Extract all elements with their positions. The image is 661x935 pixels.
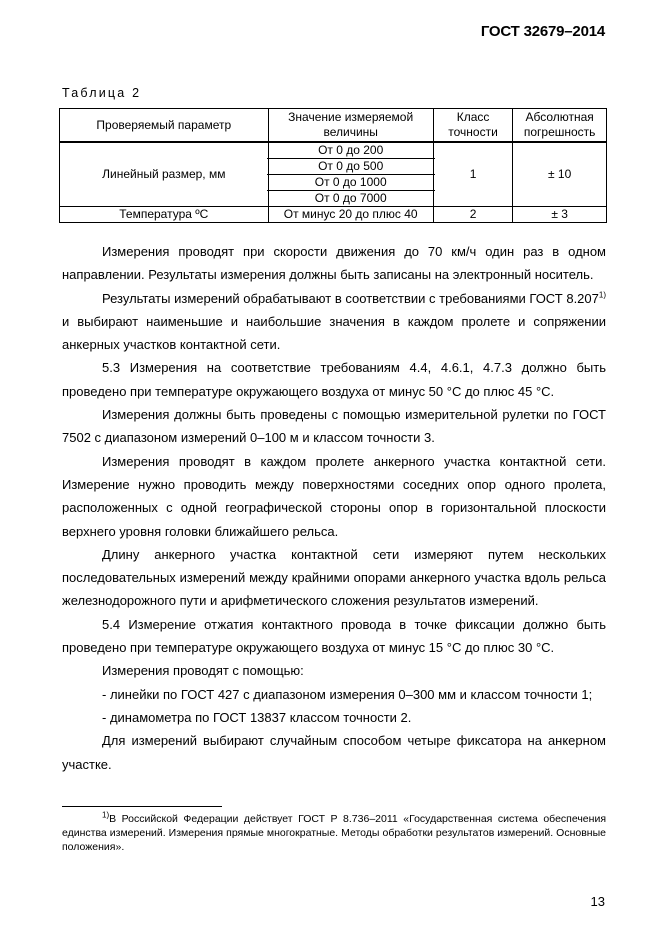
page-number: 13 <box>590 894 605 909</box>
list-item: - линейки по ГОСТ 427 с диапазоном измерения 0–300 мм и классом точности 1; <box>102 686 593 702</box>
table-row <box>60 207 607 223</box>
paragraph: Измерения проводят в каждом пролете анкерного участка контактной сети. Измерение нужно проводить между поверхностями соседних опор одного пролета, расположенных с одной географической стороны опор в горизонтальной плоскости верхнего уровня головки ближайшего рельса. <box>62 453 606 539</box>
header-error: Абсолютная погрешность <box>513 109 607 143</box>
footnote-divider <box>62 806 222 807</box>
body-text <box>62 240 606 776</box>
row2-error: ± 3 <box>513 207 607 223</box>
paragraph: 5.3 Измерения на соответствие требованиям 4.4, 4.6.1, 4.7.3 должно быть проведено при температуре окружающего воздуха от минус 50 °С до плюс 45 °С. <box>62 360 606 399</box>
measurement-table <box>59 108 607 223</box>
row2-range: От минус 20 до плюс 40 <box>268 207 433 223</box>
paragraph: Измерения проводят с помощью: <box>102 663 304 679</box>
header-parameter: Проверяемый параметр <box>60 109 269 143</box>
paragraph: 5.4 Измерение отжатия контактного провода в точке фиксации должно быть проведено при температуре окружающего воздуха от минус 15 °С до плюс 30 °С. <box>62 616 606 656</box>
table-caption: Таблица 2 <box>62 86 142 100</box>
paragraph: Измерения должны быть проведены с помощью измерительной рулетки по ГОСТ 7502 с диапазоном измерений 0–100 м и классом точности 3. <box>62 407 606 446</box>
list-item: - динамометра по ГОСТ 13837 классом точности 2. <box>102 709 412 725</box>
range-list <box>267 143 435 206</box>
row2-class: 2 <box>433 207 513 223</box>
row2-param: Температура ºС <box>60 207 269 223</box>
range-item: От 0 до 7000 <box>314 191 387 205</box>
footnote-ref[interactable]: 1) <box>598 290 606 300</box>
row1-ranges <box>268 142 433 207</box>
footnote <box>62 812 606 854</box>
paragraph-tail: и выбирают наименьшие и наибольшие значения в каждом пролете и сопряжении анкерных участков контактной сети. <box>62 313 606 353</box>
paragraph-lead: Результаты измерений обрабатывают в соответствии с требованиями ГОСТ 8.207 <box>102 290 599 306</box>
paragraph: Для измерений выбирают случайным способом четыре фиксатора на анкерном участке. <box>62 733 606 772</box>
range-item: От 0 до 500 <box>267 159 435 175</box>
range-item: От 0 до 1000 <box>267 175 435 191</box>
paragraph: Длину анкерного участка контактной сети измеряют путем нескольких последовательных измерений между крайними опорами анкерного участка вдоль рельса железнодорожного пути и арифметического сложения результатов измерений. <box>62 546 606 609</box>
row1-error: ± 10 <box>513 142 607 207</box>
paragraph <box>62 287 606 357</box>
table-row <box>60 142 607 207</box>
header-value: Значение измеряемой величины <box>268 109 433 143</box>
footnote-text: В Российской Федерации действует ГОСТ Р 8.736–2011 «Государственная система обеспечения единства измерений. Измерения прямые многократные. Методы обработки результатов измерений. Основные положения». <box>62 813 606 853</box>
row1-class: 1 <box>433 142 513 207</box>
range-item: От 0 до 200 <box>267 143 435 159</box>
footnote-mark: 1) <box>102 810 110 820</box>
paragraph: Измерения проводят при скорости движения до 70 км/ч один раз в одном направлении. Результаты измерения должны быть записаны на электронный носитель. <box>62 244 606 283</box>
header-class: Класс точности <box>433 109 513 143</box>
document-header: ГОСТ 32679–2014 <box>480 23 605 40</box>
table-header-row <box>60 109 607 143</box>
row1-param: Линейный размер, мм <box>60 142 269 207</box>
